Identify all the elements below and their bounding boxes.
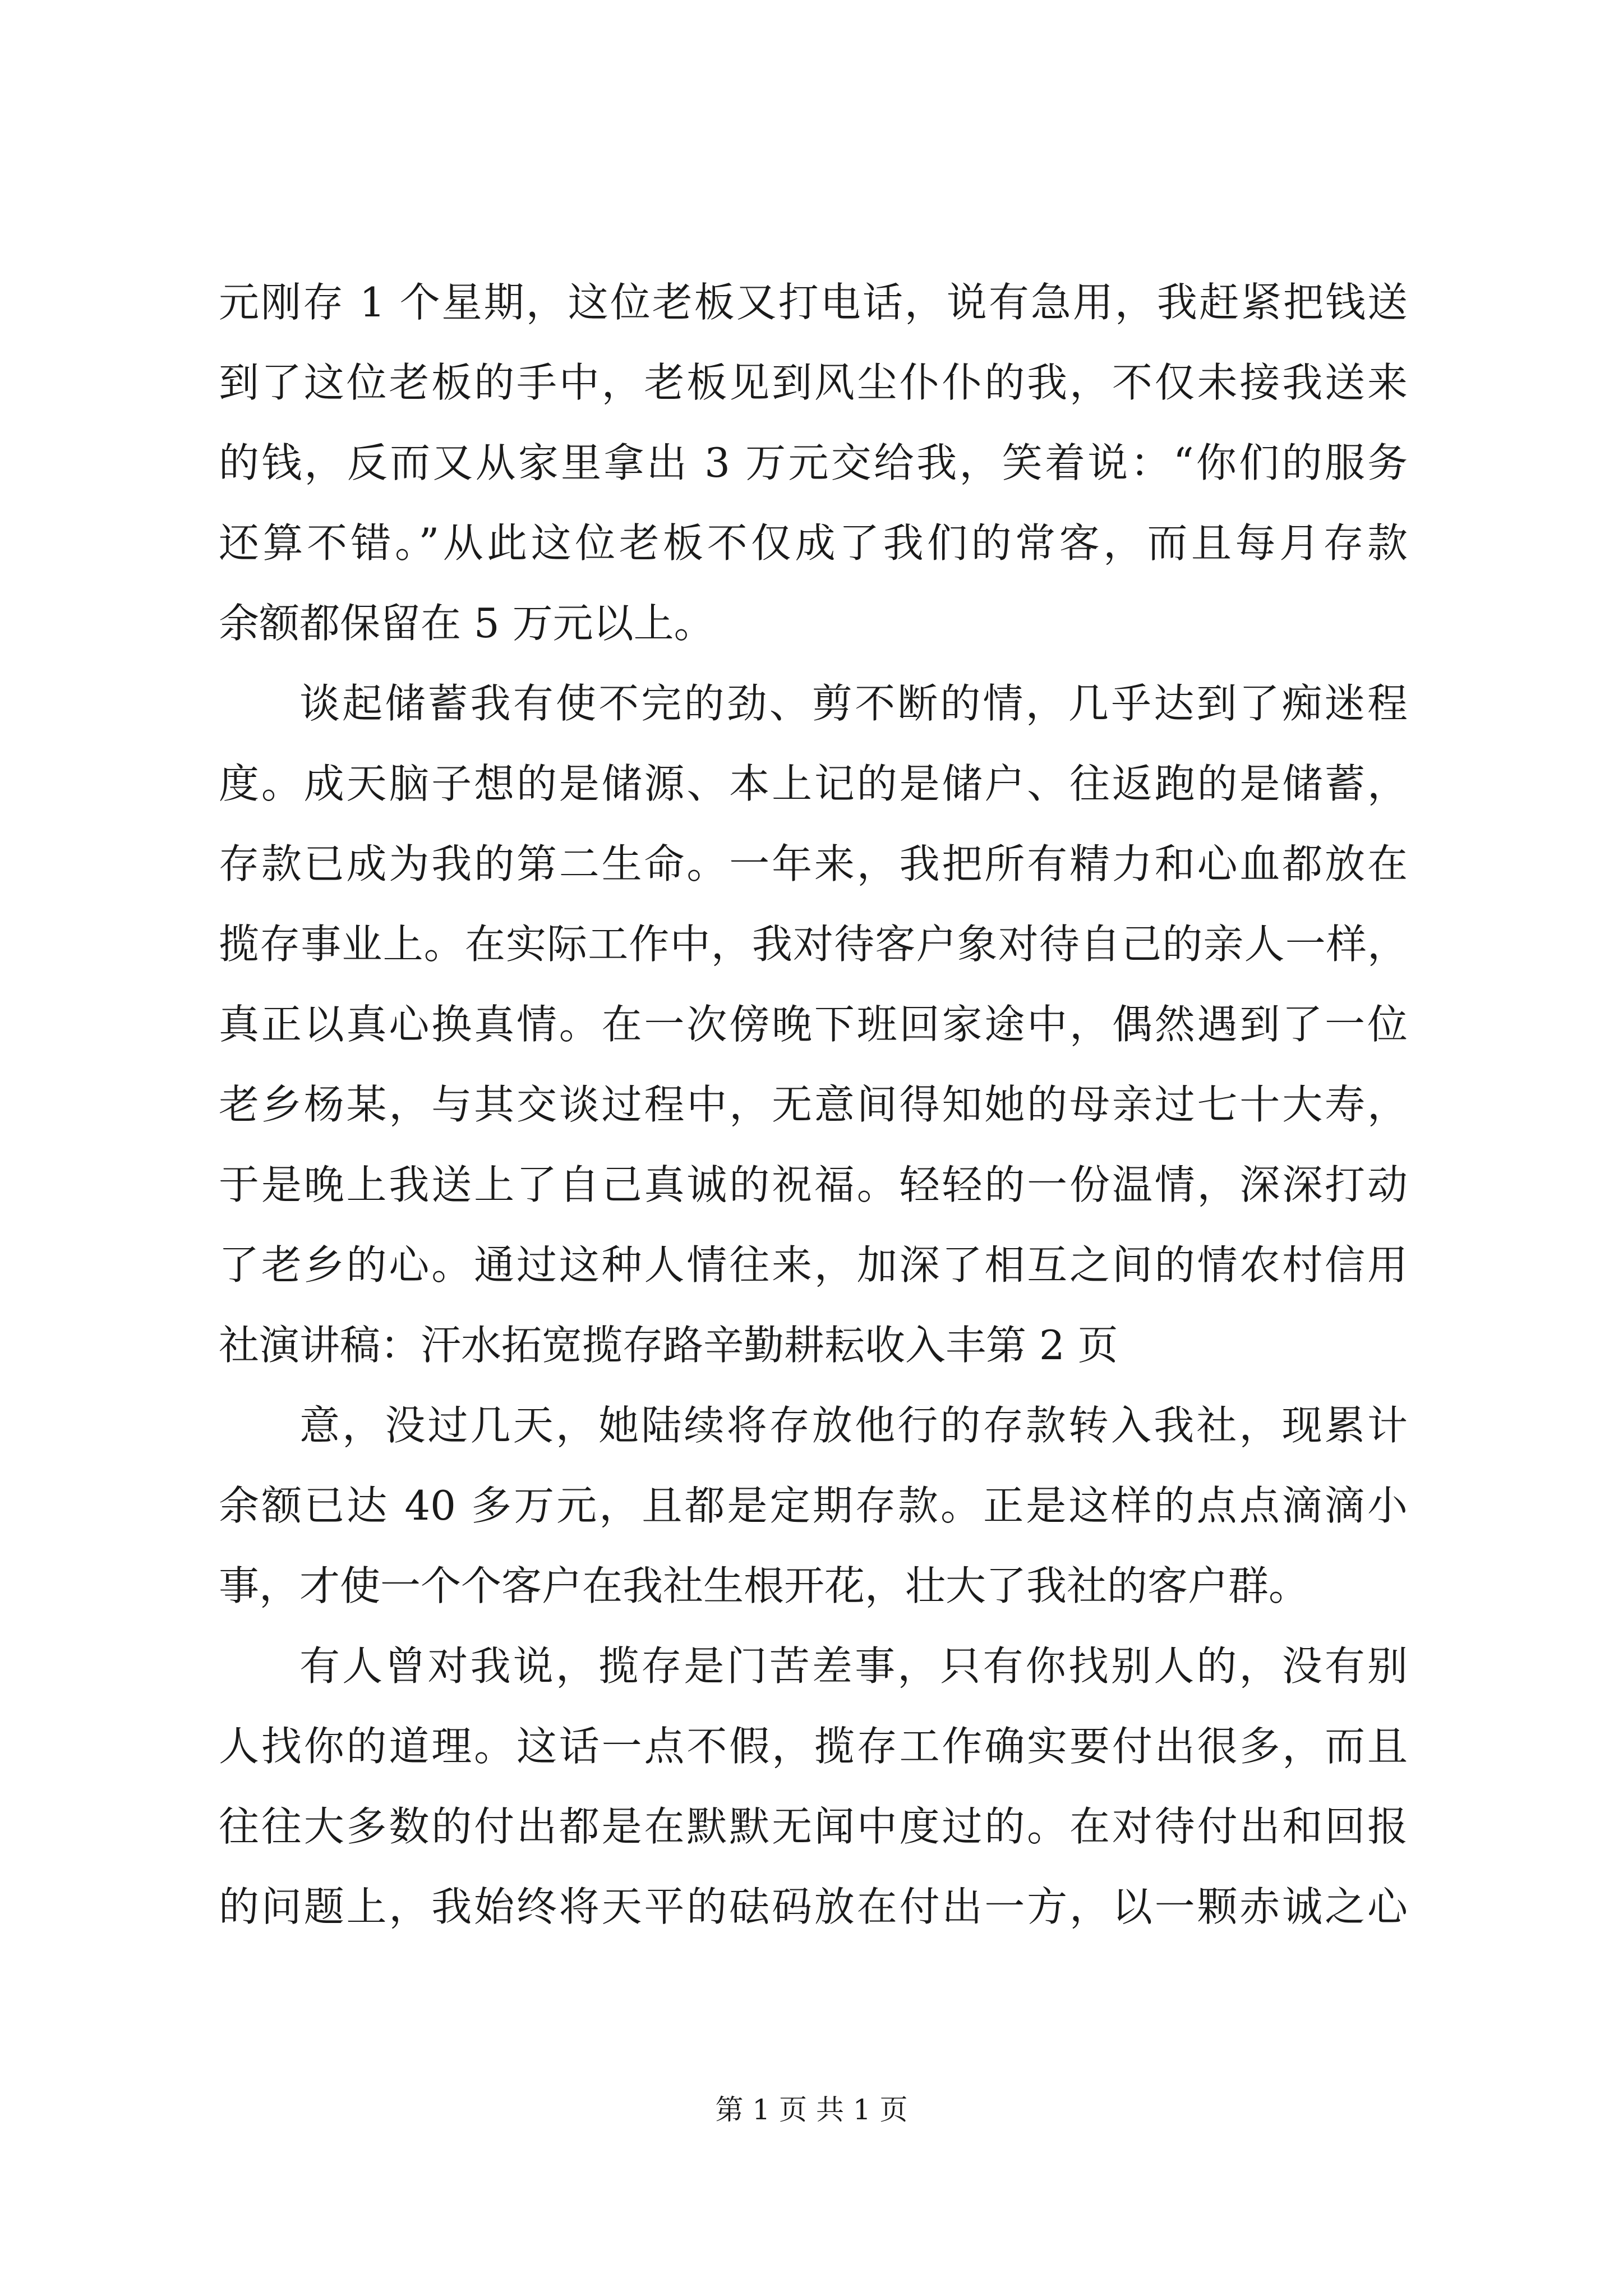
text-line: 了老乡的心。通过这种人情往来，加深了相互之间的情农村信用 [219, 1241, 1408, 1289]
text-line: 的钱，反而又从家里拿出 3 万元交给我，笑着说：“你们的服务 [219, 439, 1408, 486]
page-footer: 第 1 页 共 1 页 [715, 2093, 908, 2126]
document-body [219, 263, 1408, 1947]
text-line: 元刚存 1 个星期，这位老板又打电话，说有急用，我赶紧把钱送 [219, 279, 1408, 326]
text-line: 人找你的道理。这话一点不假，揽存工作确实要付出很多，而且 [219, 1723, 1408, 1770]
text-line: 谈起储蓄我有使不完的劲、剪不断的情，几乎达到了痴迷程 [299, 680, 1408, 727]
text-line: 的问题上，我始终将天平的砝码放在付出一方，以一颗赤诚之心 [219, 1883, 1408, 1930]
text-line: 事，才使一个个客户在我社生根开花，壮大了我社的客户群。 [219, 1562, 1310, 1609]
text-line: 还算不错。”从此这位老板不仅成了我们的常客，而且每月存款 [219, 519, 1408, 567]
text-line: 社演讲稿：汗水拓宽揽存路辛勤耕耘收入丰第 2 页 [219, 1322, 1118, 1369]
text-line: 揽存事业上。在实际工作中，我对待客户象对待自己的亲人一样， [219, 921, 1408, 968]
text-line: 意，没过几天，她陆续将存放他行的存款转入我社，现累计 [299, 1402, 1408, 1449]
text-line: 存款已成为我的第二生命。一年来，我把所有精力和心血都放在 [219, 840, 1408, 887]
text-line: 于是晚上我送上了自己真诚的祝福。轻轻的一份温情，深深打动 [219, 1161, 1408, 1208]
text-line: 真正以真心换真情。在一次傍晚下班回家途中，偶然遇到了一位 [219, 1001, 1408, 1048]
text-line: 老乡杨某，与其交谈过程中，无意间得知她的母亲过七十大寿， [219, 1081, 1408, 1128]
text-line: 余额已达 40 多万元，且都是定期存款。正是这样的点点滴滴小 [219, 1482, 1408, 1529]
text-line: 往往大多数的付出都是在默默无闻中度过的。在对待付出和回报 [219, 1803, 1408, 1850]
text-line: 度。成天脑子想的是储源、本上记的是储户、往返跑的是储蓄， [219, 760, 1408, 807]
text-line: 有人曾对我说，揽存是门苦差事，只有你找别人的，没有别 [299, 1642, 1408, 1690]
text-line: 到了这位老板的手中，老板见到风尘仆仆的我，不仅未接我送来 [219, 359, 1408, 406]
text-line: 余额都保留在 5 万元以上。 [219, 600, 714, 647]
